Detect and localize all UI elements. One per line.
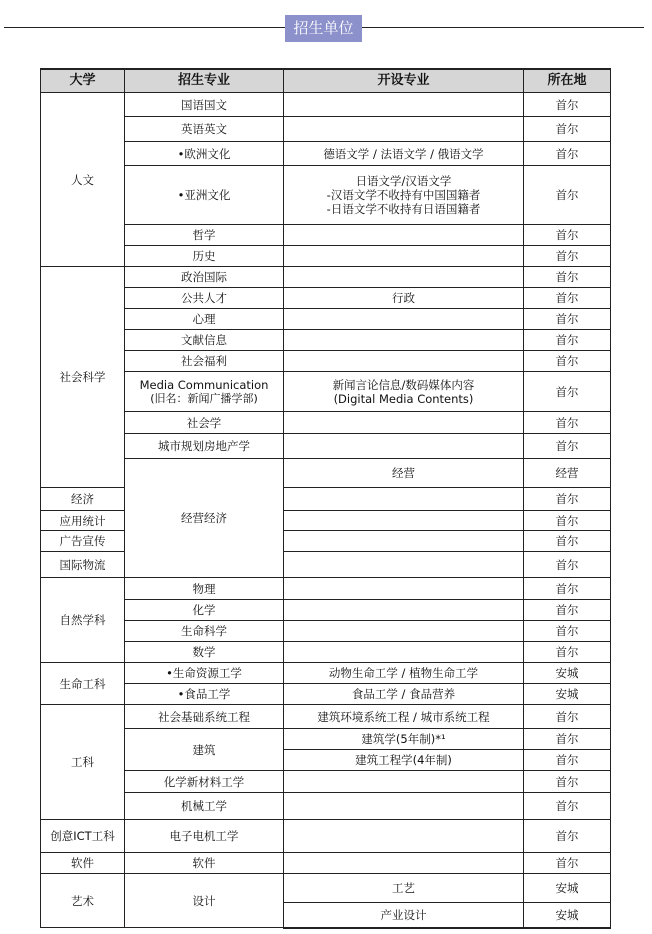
offered-majors-cell (284, 246, 524, 267)
table-row (41, 771, 611, 793)
offered-majors-cell (284, 552, 524, 578)
table-row (41, 705, 611, 729)
table-row (41, 684, 611, 705)
table-row (41, 434, 611, 459)
table-row (41, 874, 611, 903)
location-cell: 首尔 (524, 309, 611, 330)
offered-majors-cell: 食品工学 / 食品营养 (284, 684, 524, 705)
table-row (41, 225, 611, 246)
major-cell: 国际物流 (41, 552, 125, 578)
table-row (41, 372, 611, 412)
location-cell: 首尔 (524, 93, 611, 117)
major-cell: 化学新材料工学 (125, 771, 284, 793)
col-header-major: 招生专业 (125, 69, 284, 93)
major-cell: Media Communication (旧名：新闻广播学部) (125, 372, 284, 412)
location-cell: 首尔 (524, 288, 611, 309)
location-cell: 首尔 (524, 705, 611, 729)
major-cell: 哲学 (125, 225, 284, 246)
location-cell: 首尔 (524, 246, 611, 267)
table-row (41, 288, 611, 309)
offered-majors-cell (284, 511, 524, 531)
major-cell: 城市规划房地产学 (125, 434, 284, 459)
offered-majors-cell (284, 351, 524, 372)
location-cell: 首尔 (524, 531, 611, 552)
major-cell: 生命科学 (125, 621, 284, 642)
table-row (41, 351, 611, 372)
table-row (41, 166, 611, 225)
major-cell: 公共人才 (125, 288, 284, 309)
location-cell: 首尔 (524, 578, 611, 600)
location-cell: 首尔 (524, 166, 611, 225)
major-cell: 广告宣传 (41, 531, 125, 552)
university-cell: 创意ICT工科 (41, 820, 125, 853)
table-row (41, 267, 611, 288)
location-cell: 首尔 (524, 117, 611, 142)
offered-majors-cell: 日语文学/汉语文学 -汉语文学不收持有中国国籍者 -日语文学不收持有日语国籍者 (284, 166, 524, 225)
major-cell: 历史 (125, 246, 284, 267)
location-cell: 首尔 (524, 330, 611, 351)
major-cell: 化学 (125, 600, 284, 621)
offered-majors-cell: 动物生命工学 / 植物生命工学 (284, 663, 524, 684)
offered-majors-cell (284, 434, 524, 459)
university-cell: 人文 (41, 93, 125, 267)
major-cell: 软件 (125, 853, 284, 874)
table-row (41, 853, 611, 874)
offered-majors-cell: 建筑工程学(4年制) (284, 750, 524, 771)
location-cell: 首尔 (524, 820, 611, 853)
location-cell: 首尔 (524, 372, 611, 412)
major-cell: •生命资源工学 (125, 663, 284, 684)
offered-majors-cell: 新闻言论信息/数码媒体内容 (Digital Media Contents) (284, 372, 524, 412)
table-row (41, 578, 611, 600)
major-cell: •亚洲文化 (125, 166, 284, 225)
col-header-university: 大学 (41, 69, 125, 93)
location-cell: 安城 (524, 684, 611, 705)
university-cell: 社会科学 (41, 267, 125, 488)
major-cell: 文献信息 (125, 330, 284, 351)
table-body (41, 93, 611, 928)
location-cell: 首尔 (524, 142, 611, 166)
offered-majors-cell (284, 642, 524, 663)
offered-majors-cell (284, 771, 524, 793)
location-cell: 安城 (524, 663, 611, 684)
major-cell: 国语国文 (125, 93, 284, 117)
offered-majors-cell (284, 531, 524, 552)
university-cell: 生命工科 (41, 663, 125, 705)
major-cell: 经营 (284, 459, 524, 488)
table-row (41, 729, 611, 750)
major-cell: 物理 (125, 578, 284, 600)
location-cell: 首尔 (524, 600, 611, 621)
university-cell: 软件 (41, 853, 125, 874)
major-cell: 设计 (125, 874, 284, 928)
col-header-location: 所在地 (524, 69, 611, 93)
offered-majors-cell (284, 621, 524, 642)
offered-majors-cell (284, 600, 524, 621)
major-cell: 英语英文 (125, 117, 284, 142)
location-cell: 首尔 (524, 793, 611, 820)
table-row (41, 621, 611, 642)
col-header-offered-majors: 开设专业 (284, 69, 524, 93)
location-cell: 首尔 (524, 511, 611, 531)
offered-majors-cell (284, 412, 524, 434)
location-cell: 首尔 (524, 351, 611, 372)
offered-majors-cell: 建筑学(5年制)*¹ (284, 729, 524, 750)
offered-majors-cell (284, 488, 524, 511)
table-row (41, 793, 611, 820)
location-cell: 首尔 (524, 225, 611, 246)
table-row (41, 93, 611, 117)
location-cell: 首尔 (524, 771, 611, 793)
major-cell: •欧洲文化 (125, 142, 284, 166)
offered-majors-cell: 产业设计 (284, 903, 524, 928)
table-row (41, 142, 611, 166)
admission-table (40, 68, 611, 929)
offered-majors-cell (284, 93, 524, 117)
location-cell: 首尔 (524, 267, 611, 288)
offered-majors-cell: 工艺 (284, 874, 524, 903)
table-row (41, 820, 611, 853)
offered-majors-cell (284, 267, 524, 288)
major-cell: 社会学 (125, 412, 284, 434)
table-header-row (41, 69, 611, 93)
major-cell: 数学 (125, 642, 284, 663)
university-cell: 经营经济 (125, 459, 284, 578)
major-cell: 社会福利 (125, 351, 284, 372)
table-row (41, 642, 611, 663)
location-cell: 首尔 (524, 642, 611, 663)
table-row (41, 117, 611, 142)
location-cell: 安城 (524, 874, 611, 903)
offered-majors-cell: 经营 (524, 459, 611, 488)
major-cell: 电子电机工学 (125, 820, 284, 853)
location-cell: 首尔 (524, 750, 611, 771)
table-row (41, 600, 611, 621)
major-cell: 心理 (125, 309, 284, 330)
major-cell: 经济 (41, 488, 125, 511)
offered-majors-cell: 建筑环境系统工程 / 城市系统工程 (284, 705, 524, 729)
table-row (41, 412, 611, 434)
university-cell: 工科 (41, 705, 125, 820)
offered-majors-cell (284, 853, 524, 874)
location-cell: 首尔 (524, 853, 611, 874)
major-cell: 建筑 (125, 729, 284, 771)
offered-majors-cell (284, 117, 524, 142)
table-row (41, 246, 611, 267)
offered-majors-cell (284, 820, 524, 853)
major-cell: 社会基础系统工程 (125, 705, 284, 729)
offered-majors-cell (284, 578, 524, 600)
location-cell: 首尔 (524, 552, 611, 578)
location-cell: 首尔 (524, 412, 611, 434)
location-cell: 首尔 (524, 621, 611, 642)
section-title: 招生单位 (285, 15, 362, 42)
university-cell: 自然学科 (41, 578, 125, 663)
major-cell: 机械工学 (125, 793, 284, 820)
major-cell: •食品工学 (125, 684, 284, 705)
location-cell: 安城 (524, 903, 611, 928)
table-row (41, 663, 611, 684)
university-cell: 艺术 (41, 874, 125, 928)
table-row (41, 459, 611, 488)
offered-majors-cell (284, 225, 524, 246)
offered-majors-cell: 德语文学 / 法语文学 / 俄语文学 (284, 142, 524, 166)
location-cell: 首尔 (524, 488, 611, 511)
location-cell: 首尔 (524, 729, 611, 750)
offered-majors-cell (284, 330, 524, 351)
major-cell: 政治国际 (125, 267, 284, 288)
location-cell: 首尔 (524, 434, 611, 459)
offered-majors-cell (284, 309, 524, 330)
table-row (41, 330, 611, 351)
table-row (41, 309, 611, 330)
offered-majors-cell (284, 793, 524, 820)
offered-majors-cell: 行政 (284, 288, 524, 309)
major-cell: 应用统计 (41, 511, 125, 531)
